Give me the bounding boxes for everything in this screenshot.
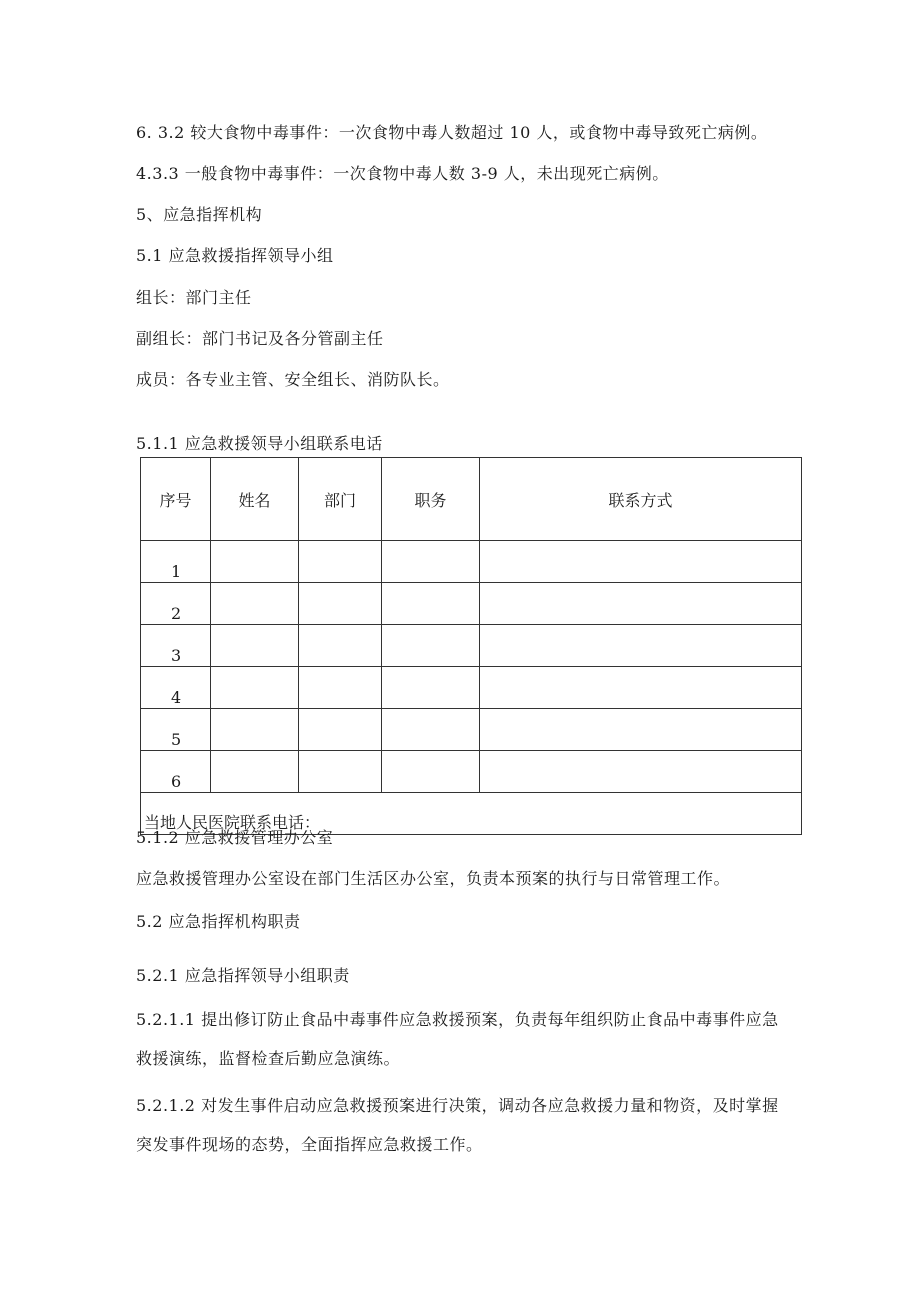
paragraph: 5.2.1.2 对发生事件启动应急救援预案进行决策，调动各应急救援力量和物资，及时掌握: [136, 1096, 779, 1115]
table-cell: [211, 625, 299, 667]
table-cell: [382, 541, 480, 583]
subsection-heading: 5.1 应急救援指挥领导小组: [136, 246, 334, 265]
row-number: 6: [141, 751, 211, 793]
table-row: [141, 751, 802, 793]
table-cell: [211, 667, 299, 709]
hospital-phone-note: 当地人民医院联系电话：: [141, 793, 802, 835]
table-cell: [211, 583, 299, 625]
paragraph: 5.2.1.1 提出修订防止食品中毒事件应急救援预案，负责每年组织防止食品中毒事件应急: [136, 1010, 779, 1029]
paragraph: 成员：各专业主管、安全组长、消防队长。: [136, 370, 450, 389]
table-cell: [382, 667, 480, 709]
table-cell: [299, 583, 382, 625]
table-row: [141, 625, 802, 667]
paragraph: 6. 3.2 较大食物中毒事件：一次食物中毒人数超过 10 人，或食物中毒导致死亡病例。: [136, 123, 768, 142]
table-cell: [211, 709, 299, 751]
row-number: 4: [141, 667, 211, 709]
section-heading: 5、应急指挥机构: [136, 205, 263, 224]
table-cell: [382, 751, 480, 793]
column-header: 联系方式: [480, 458, 802, 541]
table-header-row: [141, 458, 802, 541]
table-cell: [299, 751, 382, 793]
subsection-heading: 5.2.1 应急指挥领导小组职责: [136, 966, 350, 985]
table-cell: [299, 625, 382, 667]
table-row: [141, 583, 802, 625]
paragraph: 副组长：部门书记及各分管副主任: [136, 329, 384, 348]
table-cell: [480, 625, 802, 667]
column-header: 部门: [299, 458, 382, 541]
table-caption: 5.1.1 应急救援领导小组联系电话: [136, 434, 383, 453]
table-cell: [382, 709, 480, 751]
row-number: 5: [141, 709, 211, 751]
table-row: [141, 541, 802, 583]
table-row: [141, 709, 802, 751]
paragraph: 救援演练，监督检查后勤应急演练。: [136, 1049, 401, 1068]
paragraph: 应急救援管理办公室设在部门生活区办公室，负责本预案的执行与日常管理工作。: [136, 869, 731, 888]
paragraph: 突发事件现场的态势，全面指挥应急救援工作。: [136, 1135, 483, 1154]
table-cell: [382, 583, 480, 625]
row-number: 2: [141, 583, 211, 625]
table-cell: [211, 541, 299, 583]
table-row: [141, 667, 802, 709]
contact-table: [140, 457, 802, 835]
table-cell: [382, 625, 480, 667]
table-cell: [480, 541, 802, 583]
table-cell: [480, 751, 802, 793]
table-cell: [299, 667, 382, 709]
table-cell: [299, 709, 382, 751]
subsection-heading: 5.1.2 应急救援管理办公室: [136, 828, 334, 847]
row-number: 3: [141, 625, 211, 667]
table-cell: [480, 583, 802, 625]
paragraph: 组长：部门主任: [136, 288, 252, 307]
paragraph: 4.3.3 一般食物中毒事件：一次食物中毒人数 3-9 人，未出现死亡病例。: [136, 164, 669, 183]
column-header: 序号: [141, 458, 211, 541]
table-cell: [299, 541, 382, 583]
row-number: 1: [141, 541, 211, 583]
table-cell: [480, 709, 802, 751]
table-cell: [211, 751, 299, 793]
subsection-heading: 5.2 应急指挥机构职责: [136, 912, 301, 931]
column-header: 职务: [382, 458, 480, 541]
column-header: 姓名: [211, 458, 299, 541]
table-cell: [480, 667, 802, 709]
